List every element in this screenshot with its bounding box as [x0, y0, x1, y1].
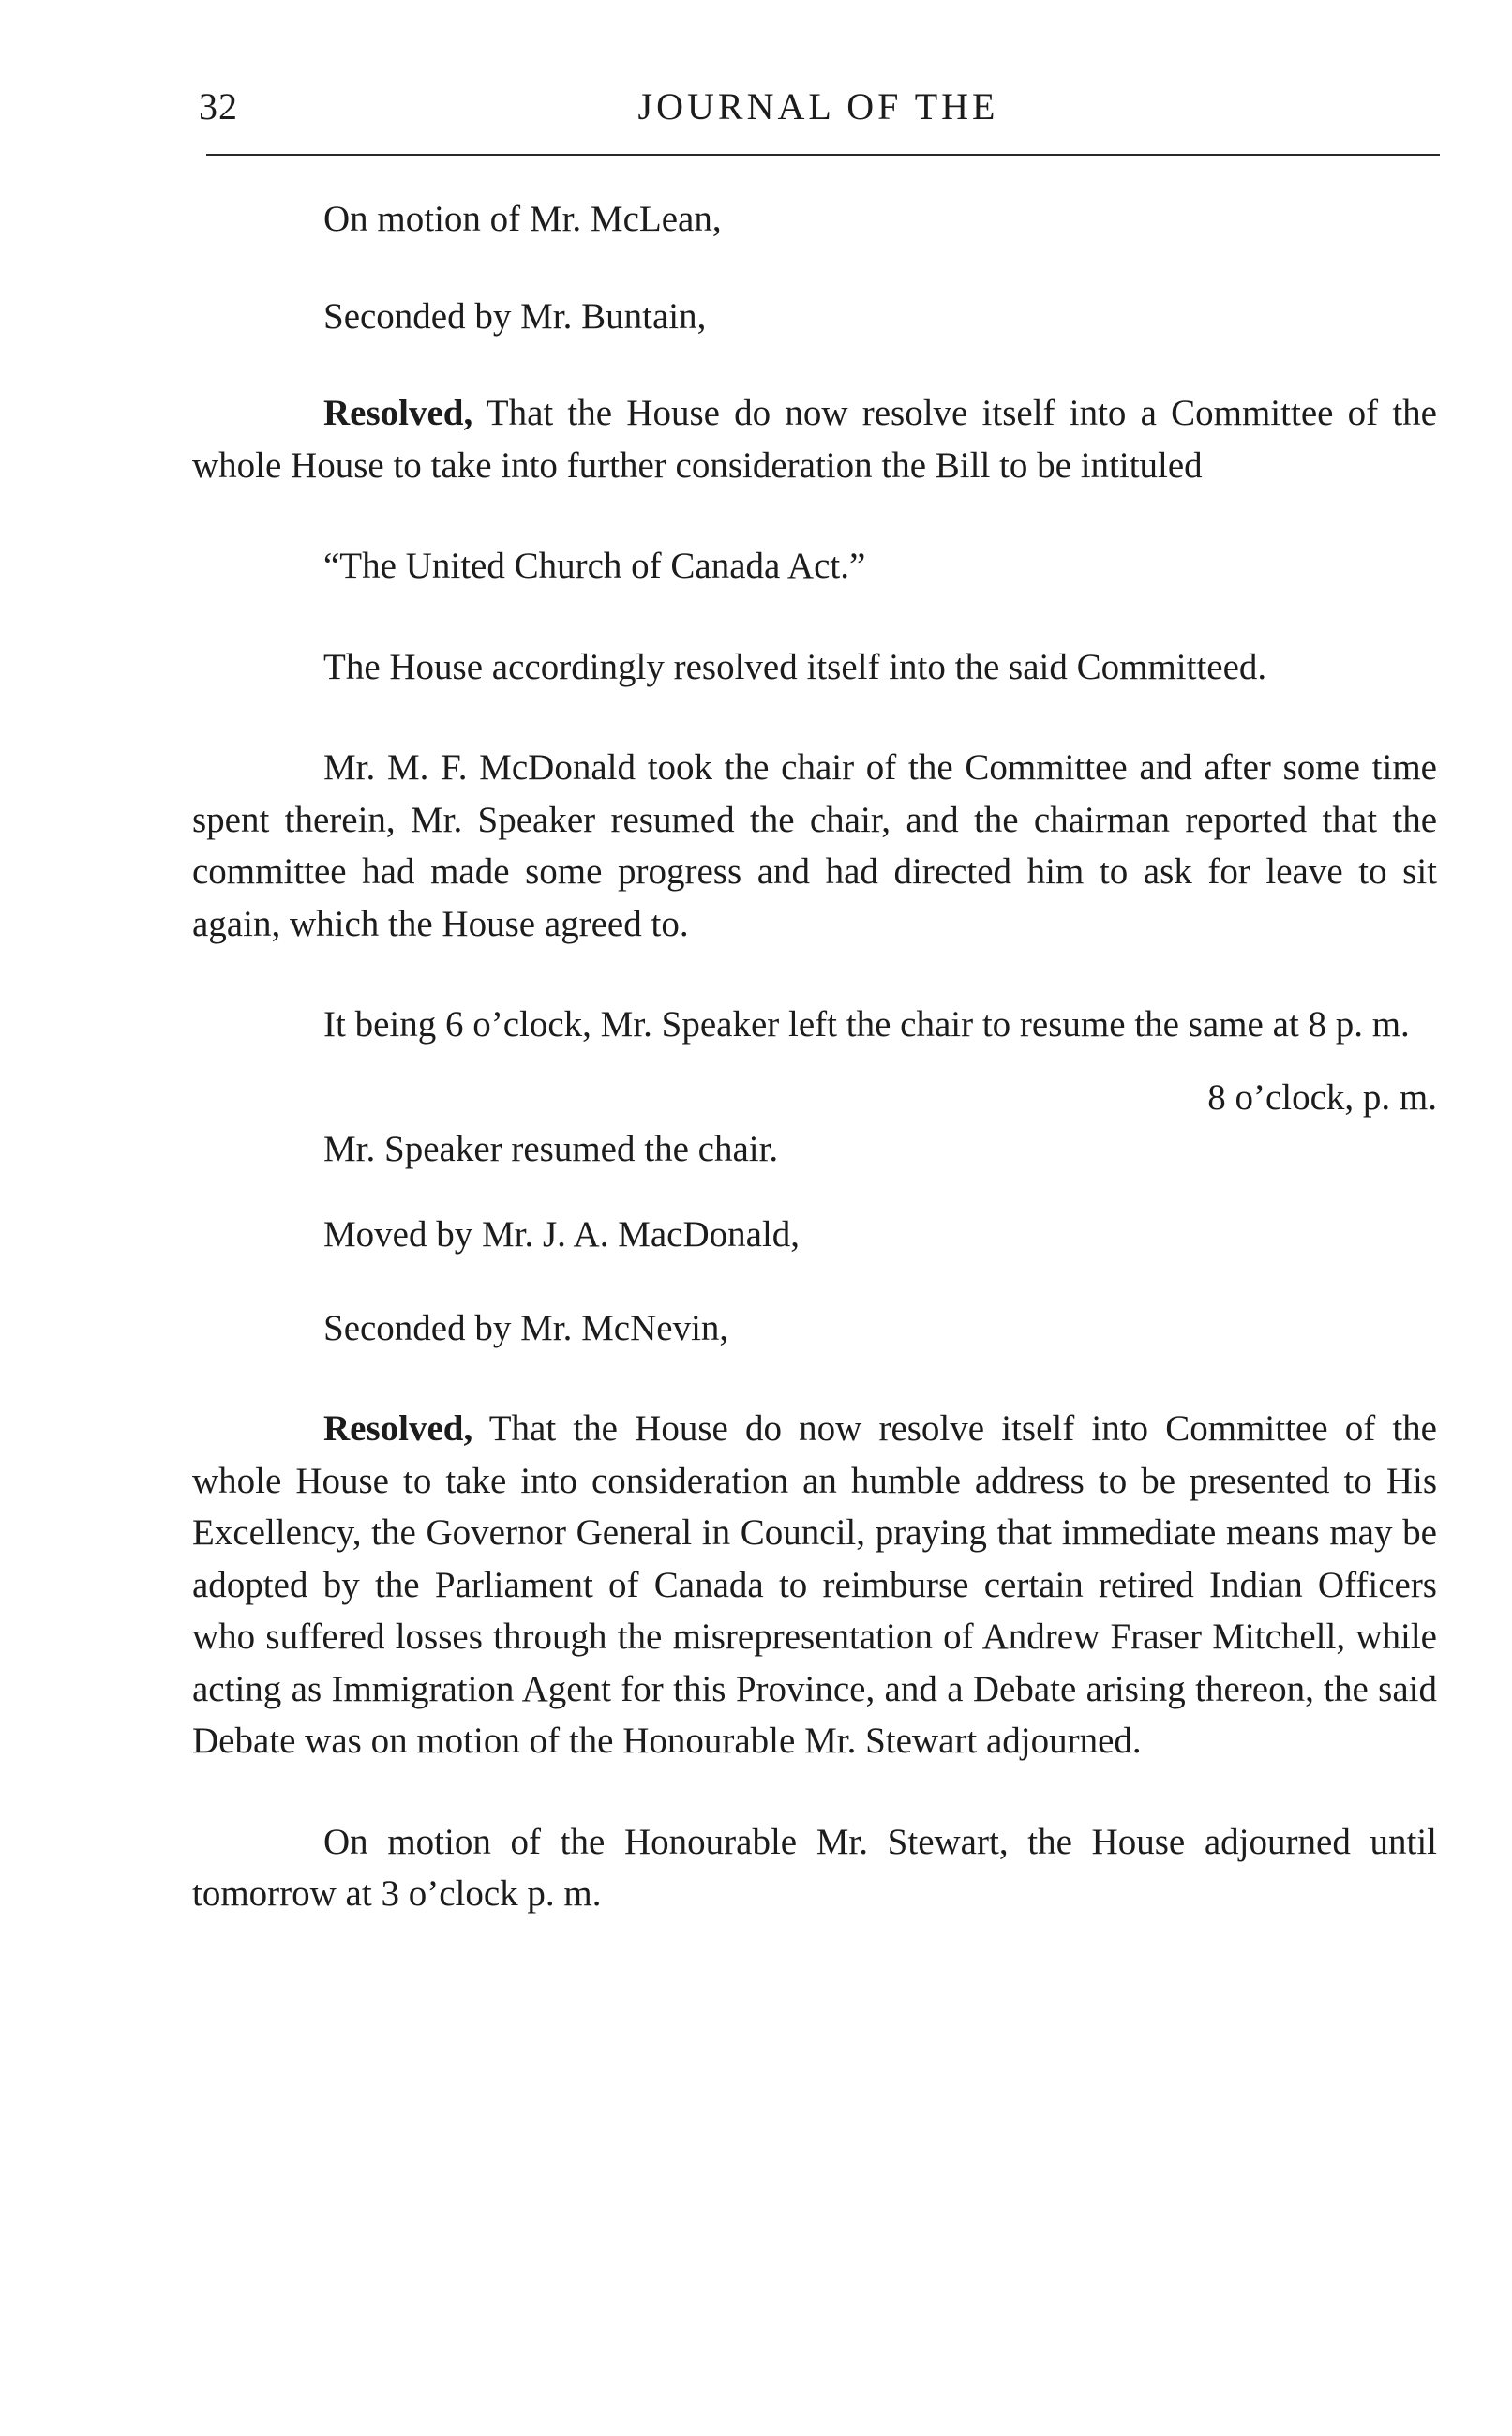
time-note: 8 o’clock, p. m. [1207, 1076, 1437, 1118]
resolved-label-2: Resolved, [323, 1408, 473, 1449]
journal-body [192, 193, 1437, 1969]
motion-paragraph: On motion of Mr. McLean, [323, 199, 722, 239]
bill-title: “The United Church of Canada Act.” [323, 546, 866, 586]
house-resolved-paragraph: The House accordingly resolved itself into the said Committeed. [323, 646, 1267, 687]
page-header [195, 84, 1442, 141]
resolution-text-2: That the House do now resolve itself into Committee of the whole House to take into consideration an humble address to be presented to His Excellency, the Governor General in Council, praying that immediate means may be adopted by the Parliament of Canada to reimburse certain retired Indian Officers who suffered losses through the misrepresentation of Andrew Fraser Mitchell, while acting as Immigration Agent for this Province, and a Debate arising thereon, the said Debate was on motion of the Honourable Mr. Stewart adjourned. [192, 1408, 1437, 1761]
committee-chair-paragraph: Mr. M. F. McDonald took the chair of the Committee and after some time spent therein, Mr. Speaker resumed the chair, and the chairman reported that the committee had made some progress and had directed him to ask for leave to sit again, which the House agreed to. [192, 747, 1437, 944]
running-head: JOURNAL OF THE [637, 85, 999, 128]
header-rule [206, 154, 1440, 156]
moved-paragraph: Moved by Mr. J. A. MacDonald, [323, 1214, 801, 1255]
resolution-paragraph-2 [192, 1403, 1437, 1767]
resolution-text: That the House do now resolve itself into a Committee of the whole House to take into further consideration the Bill to be intituled [192, 393, 1437, 486]
adjournment-paragraph: On motion of the Honourable Mr. Stewart, the House adjourned until tomorrow at 3 o’clock p. m. [192, 1821, 1437, 1914]
resolution-paragraph [192, 387, 1437, 491]
resolved-label: Resolved, [323, 393, 473, 433]
seconded-paragraph: Seconded by Mr. Buntain, [323, 295, 707, 337]
page-number: 32 [199, 85, 238, 128]
seconded-paragraph-2: Seconded by Mr. McNevin, [323, 1307, 729, 1348]
recess-paragraph: It being 6 o’clock, Mr. Speaker left the chair to resume the same at 8 p. m. [323, 1004, 1410, 1045]
speaker-resumed-paragraph: Mr. Speaker resumed the chair. [323, 1128, 779, 1169]
